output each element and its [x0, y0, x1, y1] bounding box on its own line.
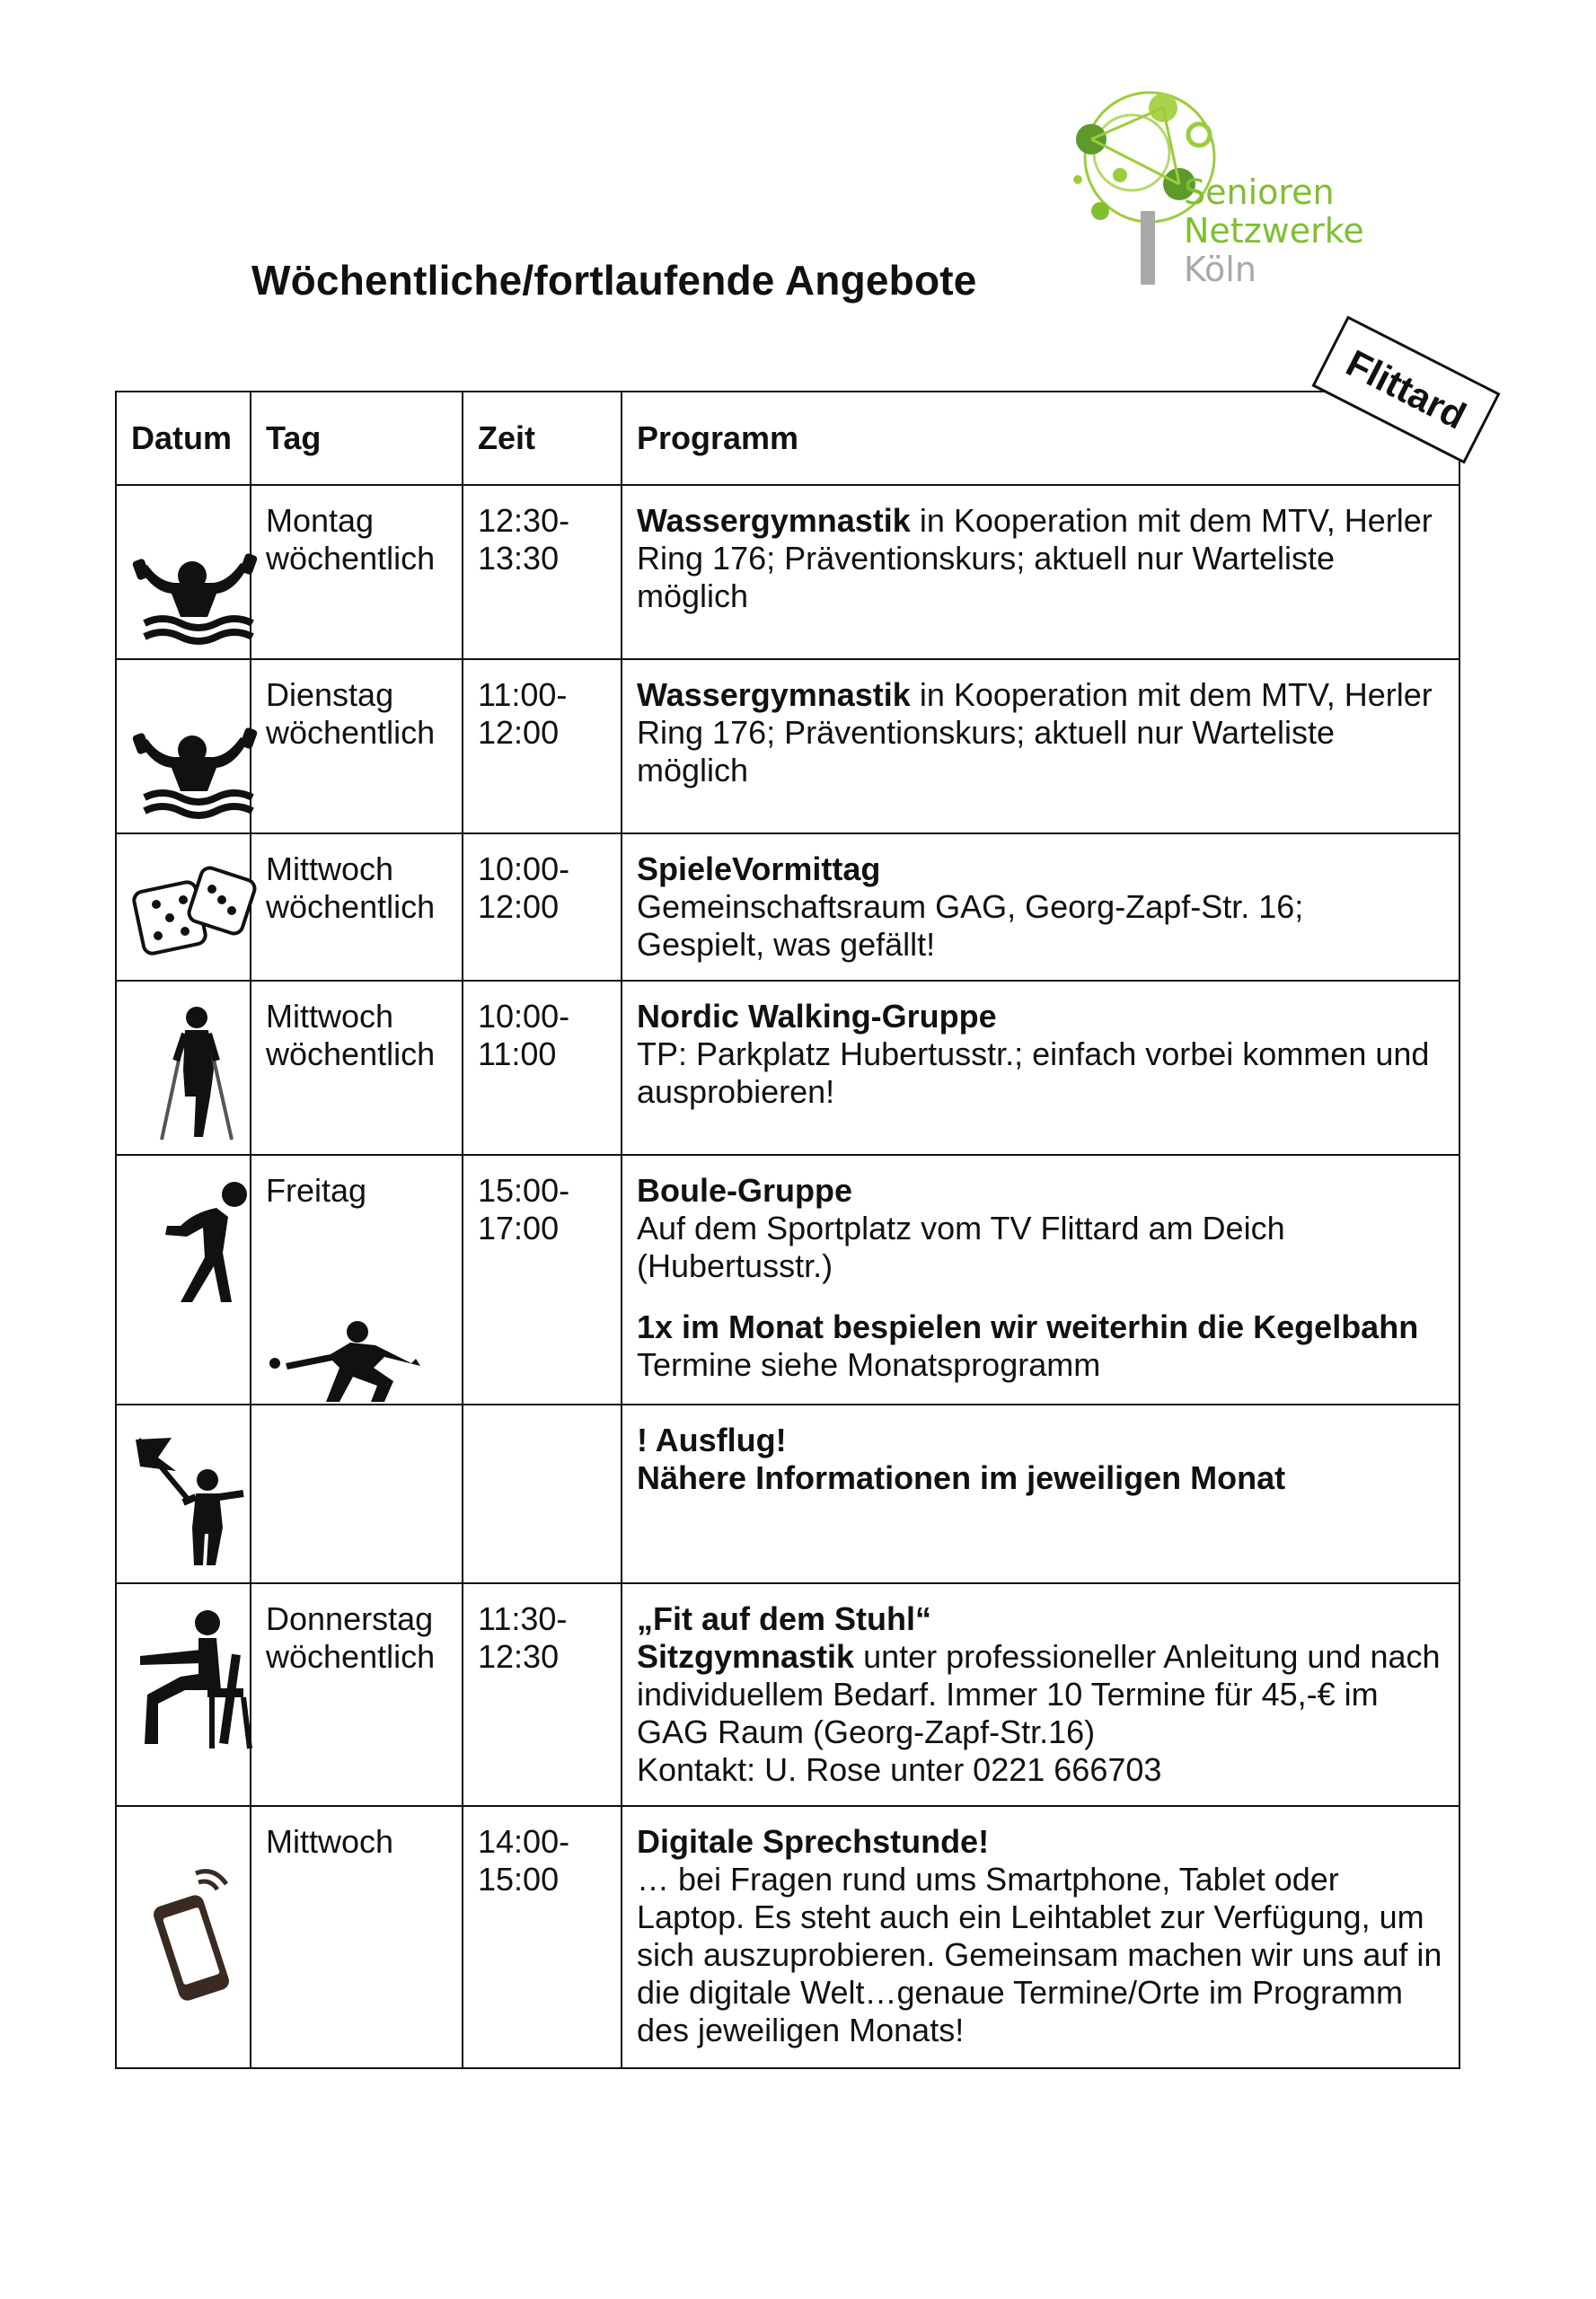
day-cell: [251, 1806, 463, 2068]
day-cell: [251, 1155, 463, 1405]
program-cell: [622, 981, 1459, 1155]
time-cell: [463, 1155, 622, 1405]
time-start: 10:00-: [478, 850, 570, 887]
frequency: wöchentlich: [266, 540, 436, 577]
program-title: Nordic Walking-Gruppe: [637, 998, 997, 1035]
time-end: 17:00: [478, 1210, 560, 1246]
day-name: Mittwoch: [266, 1823, 394, 1860]
dice-icon: [131, 855, 262, 963]
time-cell: [463, 1405, 622, 1583]
program-subtitle: Sitzgymnastik: [637, 1638, 855, 1675]
day-cell: [251, 1405, 463, 1583]
time-start: 14:00-: [478, 1823, 570, 1860]
time-cell: [463, 1806, 622, 2068]
time-end: 12:00: [478, 714, 560, 751]
program-cell: [622, 485, 1459, 659]
row-icon-cell: [116, 981, 251, 1155]
program-title: „Fit auf dem Stuhl“: [637, 1600, 931, 1637]
senioren-netzwerke-logo: [1064, 85, 1374, 296]
row-icon-cell: [116, 1806, 251, 2068]
time-start: 11:00-: [478, 676, 568, 713]
header-row: [116, 392, 1459, 485]
time-start: 15:00-: [478, 1172, 570, 1209]
header-datum: Datum: [116, 392, 251, 485]
time-cell: [463, 485, 622, 659]
program-title: SpieleVormittag: [637, 850, 881, 887]
flag-guide-icon: [131, 1422, 262, 1570]
program-subtitle: Nähere Informationen im jeweiligen Monat: [637, 1459, 1286, 1496]
program-cell: [622, 1583, 1459, 1806]
program-title: Digitale Sprechstunde!: [637, 1823, 990, 1860]
water-gym-icon: [131, 502, 262, 646]
time-end: 12:00: [478, 888, 560, 925]
time-end: 13:30: [478, 540, 560, 577]
time-cell: [463, 659, 622, 833]
table-row: [116, 659, 1459, 833]
row-icon-cell: [116, 485, 251, 659]
time-cell: [463, 833, 622, 981]
water-gym-icon: [131, 676, 262, 820]
time-end: 12:30: [478, 1638, 560, 1675]
logo-line-3: Köln: [1184, 250, 1257, 289]
table-row: [116, 981, 1459, 1155]
table-row: [116, 1405, 1459, 1583]
table-row: [116, 1155, 1459, 1405]
row-icon-cell: [116, 1405, 251, 1583]
row-icon-cell: [116, 1583, 251, 1806]
day-cell: [251, 485, 463, 659]
time-end: 15:00: [478, 1861, 560, 1898]
program-description: unter professioneller Anleitung und nach individuellem Bedarf. Immer 10 Termine für 45,-€ im GAG Raum (Georg-Zapf-Str.16): [637, 1638, 1441, 1750]
day-name: Montag: [266, 502, 375, 539]
header-zeit: Zeit: [463, 392, 622, 485]
frequency: wöchentlich: [266, 888, 436, 925]
frequency: wöchentlich: [266, 1035, 436, 1072]
table-row: [116, 485, 1459, 659]
boule-player-icon: [131, 1172, 262, 1307]
day-cell: [251, 833, 463, 981]
table-row: [116, 833, 1459, 981]
table-row: [116, 1583, 1459, 1806]
program-description: in Kooperation mit dem MTV, Herler Ring 176; Präventionskurs; aktuell nur Warteliste möglich: [637, 502, 1433, 614]
program-location: Auf dem Sportplatz vom TV Flittard am Deich (Hubertusstr.): [637, 1210, 1285, 1284]
time-cell: [463, 981, 622, 1155]
day-name: Dienstag: [266, 676, 394, 713]
day-name: Mittwoch: [266, 998, 394, 1035]
day-cell: [251, 1583, 463, 1806]
header-tag: Tag: [251, 392, 463, 485]
program-subtitle: 1x im Monat bespielen wir weiterhin die Kegelbahn: [637, 1308, 1419, 1345]
table-row: [116, 1806, 1459, 2068]
day-name: Mittwoch: [266, 850, 394, 887]
logo-line-1: Senioren: [1184, 172, 1335, 212]
program-title: Wassergymnastik: [637, 502, 911, 539]
program-title: Boule-Gruppe: [637, 1172, 852, 1209]
boule-crouch-icon: [268, 1314, 438, 1404]
chair-exercise-icon: [131, 1600, 262, 1753]
program-description: Termine siehe Monatsprogramm: [637, 1346, 1101, 1383]
time-start: 10:00-: [478, 998, 570, 1035]
nordic-walking-icon: [131, 998, 262, 1141]
row-icon-cell: [116, 833, 251, 981]
program-description: TP: Parkplatz Hubertusstr.; einfach vorbei kommen und ausprobieren!: [637, 1035, 1430, 1110]
program-cell: [622, 1806, 1459, 2068]
day-cell: [251, 659, 463, 833]
logo-line-2: Netzwerke: [1184, 211, 1364, 251]
time-cell: [463, 1583, 622, 1806]
program-description: Gespielt, was gefällt!: [637, 926, 936, 963]
program-contact: Kontakt: U. Rose unter 0221 666703: [637, 1751, 1162, 1788]
smartphone-icon: [131, 1863, 262, 2015]
schedule-table: [115, 391, 1460, 2069]
program-description: … bei Fragen rund ums Smartphone, Tablet oder Laptop. Es steht auch ein Leihtablet zur Verfügung, um sich auszuprobieren. Gemeinsam machen wir uns auf in die digitale Welt…genaue Termine/Orte im Programm des jeweiligen Monats!: [637, 1861, 1442, 2048]
day-name: Donnerstag: [266, 1600, 434, 1637]
row-icon-cell: [116, 1155, 251, 1405]
time-start: 12:30-: [478, 502, 570, 539]
frequency: wöchentlich: [266, 1638, 436, 1675]
program-description: in Kooperation mit dem MTV, Herler Ring 176; Präventionskurs; aktuell nur Warteliste möglich: [637, 676, 1433, 788]
day-name: Freitag: [266, 1172, 367, 1209]
program-cell: [622, 1155, 1459, 1405]
program-cell: [622, 833, 1459, 981]
header-programm: Programm: [622, 392, 1459, 485]
time-start: 11:30-: [478, 1600, 568, 1637]
program-cell: [622, 1405, 1459, 1583]
time-end: 11:00: [478, 1035, 557, 1072]
row-icon-cell: [116, 659, 251, 833]
frequency: wöchentlich: [266, 714, 436, 751]
program-cell: [622, 659, 1459, 833]
day-cell: [251, 981, 463, 1155]
program-title: Wassergymnastik: [637, 676, 911, 713]
program-title: ! Ausflug!: [637, 1422, 787, 1458]
location-stamp: Flittard: [1311, 315, 1500, 463]
page-title: Wöchentliche/fortlaufende Angebote: [251, 257, 977, 304]
program-location: Gemeinschaftsraum GAG, Georg-Zapf-Str. 16;: [637, 888, 1304, 925]
